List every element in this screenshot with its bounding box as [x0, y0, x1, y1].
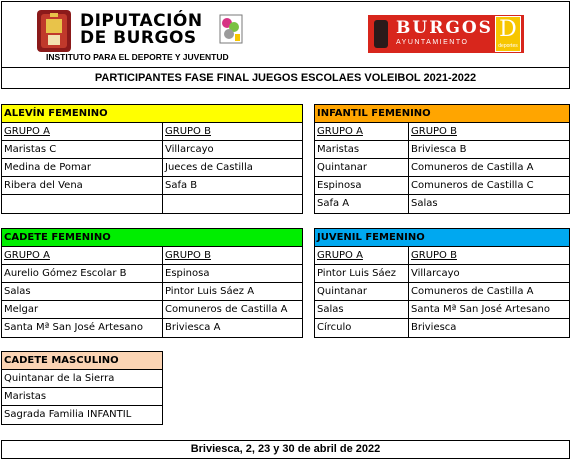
- juvenil-team-b: Villarcayo: [408, 265, 569, 282]
- juvenil-team-b: Comuneros de Castilla A: [408, 283, 569, 300]
- alevin-group-a-header: GRUPO A: [4, 126, 50, 137]
- document-title: PARTICIPANTES FASE FINAL JUEGOS ESCOLAES VOLEIBOL 2021-2022: [94, 72, 477, 84]
- document-header: [1, 1, 570, 89]
- burgos-crest-icon: [374, 20, 388, 48]
- alevin-team-b: Jueces de Castilla: [162, 159, 302, 176]
- juvenil-femenino-table: [314, 228, 570, 338]
- cadete-femenino-title: CADETE FEMENINO: [2, 229, 302, 247]
- table-row: [2, 177, 302, 195]
- juvenil-team-b: Santa Mª San José Artesano: [408, 301, 569, 318]
- diputacion-logo: [36, 9, 246, 63]
- document-footer: Briviesca, 2, 23 y 30 de abril de 2022: [1, 440, 570, 459]
- cadete-fem-header-row: [2, 247, 302, 265]
- table-row: [315, 141, 569, 159]
- cadete-fem-team-a: Aurelio Gómez Escolar B: [4, 268, 127, 279]
- alevin-team-b: [162, 195, 302, 213]
- table-row: [315, 265, 569, 283]
- juvenil-team-a: Quintanar: [317, 286, 367, 297]
- table-row: [2, 195, 302, 213]
- cadete-fem-team-b: Espinosa: [162, 265, 302, 282]
- table-row: [315, 177, 569, 195]
- juvenil-group-b-header: GRUPO B: [408, 247, 569, 264]
- cadete-fem-group-b-header: GRUPO B: [162, 247, 302, 264]
- alevin-header-row: [2, 123, 302, 141]
- cadete-fem-team-b: Comuneros de Castilla A: [162, 301, 302, 318]
- table-row: [315, 283, 569, 301]
- cadete-masculino-title: CADETE MASCULINO: [2, 352, 162, 370]
- deportes-letter: D: [499, 17, 517, 42]
- table-row: [2, 319, 302, 337]
- juvenil-team-a: Pintor Luis Sáez: [317, 268, 397, 279]
- burgos-city-logo: [368, 15, 524, 53]
- alevin-team-a: Ribera del Vena: [4, 180, 83, 191]
- diputacion-title-line1: DIPUTACIÓN: [80, 11, 203, 31]
- juvenil-team-a: Salas: [317, 304, 344, 315]
- infantil-team-b: Salas: [408, 195, 569, 213]
- table-row: [2, 265, 302, 283]
- infantil-group-a-header: GRUPO A: [317, 126, 363, 137]
- table-row: [2, 388, 162, 406]
- cadete-fem-team-a: Melgar: [4, 304, 39, 315]
- coat-of-arms-icon: [36, 9, 72, 53]
- cadete-masc-team: Quintanar de la Sierra: [4, 373, 115, 384]
- juvenil-team-a: Círculo: [317, 322, 352, 333]
- cadete-fem-team-b: Briviesca A: [162, 319, 302, 337]
- diputacion-title-line2: DE BURGOS: [80, 28, 197, 48]
- alevin-team-a: Maristas C: [4, 144, 57, 155]
- table-row: [2, 141, 302, 159]
- alevin-team-a: Medina de Pomar: [4, 162, 92, 173]
- idj-emblem-icon: [219, 14, 243, 44]
- deportes-label: deportes: [498, 43, 518, 49]
- cadete-fem-group-a-header: GRUPO A: [4, 250, 50, 261]
- juvenil-header-row: [315, 247, 569, 265]
- cadete-fem-team-a: Santa Mª San José Artesano: [4, 322, 143, 333]
- infantil-team-b: Briviesca B: [408, 141, 569, 158]
- cadete-masc-team: Maristas: [4, 391, 47, 402]
- alevin-team-b: Villarcayo: [162, 141, 302, 158]
- alevin-team-b: Safa B: [162, 177, 302, 194]
- cadete-femenino-table: [1, 228, 303, 338]
- burgos-logo-word: BURGOS: [396, 18, 493, 38]
- alevin-femenino-table: [1, 104, 303, 214]
- table-row: [315, 301, 569, 319]
- cadete-masculino-table: [1, 351, 163, 425]
- juvenil-team-b: Briviesca: [408, 319, 569, 337]
- alevin-team-a: [2, 195, 162, 213]
- infantil-femenino-table: [314, 104, 570, 214]
- cadete-fem-team-a: Salas: [4, 286, 31, 297]
- table-row: [315, 159, 569, 177]
- burgos-logo-subtitle: AYUNTAMIENTO: [396, 39, 469, 46]
- table-row: [315, 319, 569, 337]
- alevin-group-b-header: GRUPO B: [162, 123, 302, 140]
- infantil-team-b: Comuneros de Castilla A: [408, 159, 569, 176]
- infantil-femenino-title: INFANTIL FEMENINO: [315, 105, 569, 123]
- juvenil-femenino-title: JUVENIL FEMENINO: [315, 229, 569, 247]
- infantil-group-b-header: GRUPO B: [408, 123, 569, 140]
- table-row: [2, 283, 302, 301]
- deportes-badge: [495, 16, 521, 52]
- alevin-femenino-title: ALEVÍN FEMENINO: [2, 105, 302, 123]
- infantil-team-a: Safa A: [317, 198, 350, 209]
- infantil-header-row: [315, 123, 569, 141]
- table-row: [2, 159, 302, 177]
- infantil-team-b: Comuneros de Castilla C: [408, 177, 569, 194]
- cadete-masc-team: Sagrada Familia INFANTIL: [4, 409, 132, 420]
- table-row: [2, 301, 302, 319]
- diputacion-subtitle: INSTITUTO PARA EL DEPORTE Y JUVENTUD: [46, 52, 229, 62]
- table-row: [315, 195, 569, 213]
- cadete-fem-team-b: Pintor Luis Sáez A: [162, 283, 302, 300]
- infantil-team-a: Quintanar: [317, 162, 367, 173]
- table-row: [2, 370, 162, 388]
- infantil-team-a: Maristas: [317, 144, 360, 155]
- table-row: [2, 406, 162, 424]
- infantil-team-a: Espinosa: [317, 180, 362, 191]
- juvenil-group-a-header: GRUPO A: [317, 250, 363, 261]
- header-divider: [2, 67, 569, 68]
